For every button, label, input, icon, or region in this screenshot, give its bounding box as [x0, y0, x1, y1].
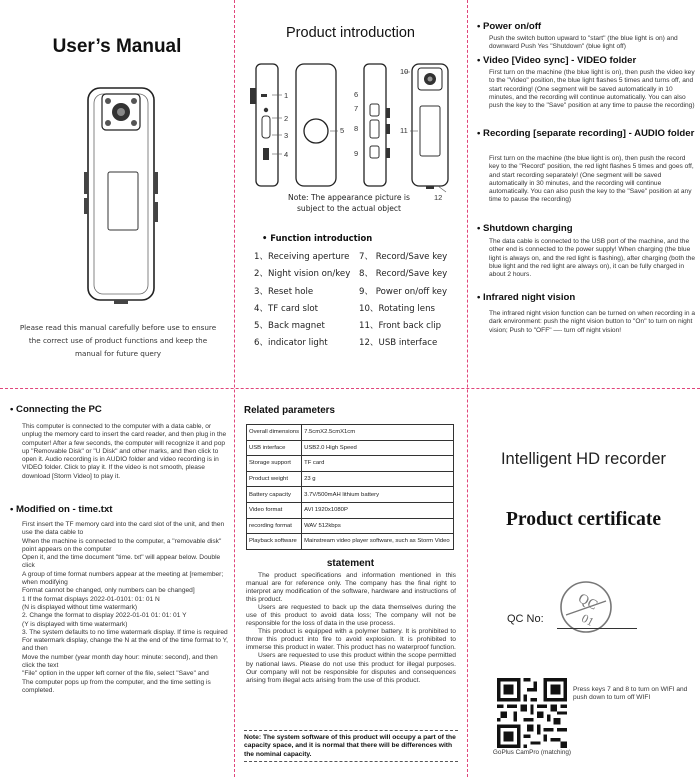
diagram-label-6: 6	[354, 90, 359, 99]
diagram-label-8: 8	[354, 124, 359, 133]
recorder-front-illustration	[70, 80, 170, 310]
modified-line: 3. The system defaults to no time watermark display. If time is required	[22, 628, 228, 636]
related-params-title: Related parameters	[244, 405, 335, 416]
qr-caption: GoPlus CamPro (matching)	[492, 749, 572, 756]
diagram-label-4: 4	[284, 150, 289, 159]
statement-note: Note: The system software of this product will occupy a part of the capacity space, and it is normal that there will be differences with the nominal capacity.	[244, 730, 458, 762]
function-item: 8、 Record/Save key	[359, 269, 448, 280]
section-heading-night-vision: • Infrared night vision	[477, 292, 576, 303]
diagram-label-1: 1	[284, 91, 289, 100]
param-key: Storage support	[247, 456, 302, 472]
section-heading-modified: • Modified on - time.txt	[10, 504, 113, 515]
modified-line: 1 If the format displays 2022-01-0101: 01: 01 N	[22, 595, 160, 603]
param-key: Playback software	[247, 534, 302, 550]
function-item: 5、Back magnet	[254, 321, 325, 332]
function-item: 6、indicator light	[254, 338, 328, 349]
function-item: 1、Receiving aperture	[254, 252, 350, 262]
certificate-title: Product certificate	[505, 509, 662, 530]
section-body-video: First turn on the machine (the blue light is on), then push the video key to the "Video" position, the blue light flashes 5 times and turns off, and start recording! (One segment will be saved automatically in 10 minutes, and the recording will continue automatically. You can also push the key to the "Save" position at any time to pause the recording)	[489, 69, 695, 110]
section-body-modified	[22, 521, 230, 695]
param-key: Video format	[247, 502, 302, 518]
param-value: 3.7V/500mAH lithium battery	[302, 487, 454, 503]
param-value: 23 g	[302, 471, 454, 487]
section-heading-recording: • Recording [separate recording] - AUDIO folder	[477, 128, 695, 139]
table-row	[247, 456, 454, 472]
function-list-left	[254, 250, 350, 354]
heading-text: Connecting the PC	[16, 404, 102, 415]
section-body-night-vision: The infrared night vision function can be turned on when recording in a dark environment: push the night vision button to "On" to turn on night vision; Push to "OFF" —- turn off night vision!	[489, 310, 695, 334]
param-value: WAV 512kbps	[302, 518, 454, 534]
function-intro-title: • Function introduction	[262, 233, 373, 243]
manual-title: User’s Manual	[52, 36, 182, 57]
params-table	[246, 424, 454, 550]
function-list-right	[359, 250, 447, 354]
table-row	[247, 471, 454, 487]
modified-line: (N is displayed without time watermark)	[22, 603, 138, 611]
diagram-label-3: 3	[284, 131, 289, 140]
param-value: TF card	[302, 456, 454, 472]
modified-line: The computer pops up from the computer, and the time setting is completed.	[22, 678, 211, 694]
section-heading-power: • Power on/off	[477, 21, 542, 32]
table-row	[247, 425, 454, 441]
qr-code-icon	[497, 678, 567, 748]
product-intro-panel	[234, 0, 467, 388]
table-row	[247, 440, 454, 456]
heading-text: Recording [separate recording] - AUDIO folder	[483, 128, 695, 139]
wifi-tip: Press keys 7 and 8 to turn on WIFI and push down to turn off WIFI	[573, 686, 688, 702]
manual-note: Please read this manual carefully before use to ensure the correct use of product functions and keep the manual for future query	[19, 323, 217, 358]
modified-line: 2. Change the format to display 2022-01-01 01: 01: 01 Y	[22, 612, 187, 620]
modified-line: First insert the TF memory card into the card slot of the unit, and then use the data cable to	[22, 521, 225, 537]
section-body-power: Push the switch button upward to "start" (the blue light is on) and downward Push Yes "Shutdown" (blue light off)	[489, 35, 678, 51]
modified-line: Open it, and the time document "time. txt" will appear below. Double click	[22, 554, 221, 570]
function-item: 4、TF card slot	[254, 303, 319, 314]
diagram-label-9: 9	[354, 149, 359, 158]
qc-stamp	[558, 579, 614, 635]
heading-text: Power on/off	[483, 21, 542, 32]
function-intro-title-text: Function introduction	[270, 233, 373, 243]
section-body-recording: First turn on the machine (the blue light is on), then push the record key to the "Record" position, the red light flashes 5 times and goes off, and start recording separately! (One segment will be saved automatically in 30 minutes, and the recording will continue automatically. You can also push the key to the "Save" position at any time to pause the recording)	[489, 155, 694, 204]
product-diagram	[242, 58, 462, 193]
section-body-charging: The data cable is connected to the USB port of the machine, and the other end is connected to the power supply! When charging (the blue light is always on, and the red light is flashing), after charging (both the blue light and the red light are always on), it can be fully charged in about 2 hours.	[489, 238, 695, 279]
heading-text: Shutdown charging	[483, 223, 573, 234]
modified-line: "File" option in the upper left corner of the file, select "Save" and	[22, 670, 209, 678]
statement-paragraph: The product specifications and information mentioned in this manual are for reference only. The company has the final right to interpret any modification of the software, hardware and instructions of this product.	[246, 572, 456, 604]
modified-line: For watermark display, change the N at the end of the time format to Y, and then	[22, 637, 228, 653]
statement-title: statement	[326, 558, 375, 569]
function-item: 12、USB interface	[359, 338, 438, 349]
table-row	[247, 487, 454, 503]
function-item: 10、Rotating lens	[359, 303, 435, 314]
function-item: 3、Reset hole	[254, 286, 314, 297]
section-body-pc: This computer is connected to the computer with a data cable, or unplug the memory card to insert the card reader, and then plug in the computer! After a few seconds, the computer will recognize it and pop up "Removable Disk" or "U Disk" and other marks, and then click to open it. Audio recording is in AUDIO folder and video recording is in VIDEO folder. Click to play it. If the video is not smooth, please download [Storm Video] to play it.	[22, 423, 227, 480]
heading-text: Infrared night vision	[483, 292, 576, 303]
modified-line: When the machine is connected to the computer, a "removable disk" point appears on the computer	[22, 537, 222, 553]
param-value: AVI 1920x1080P	[302, 502, 454, 518]
param-key: Overall dimensions	[247, 425, 302, 441]
function-item: 11、Front back clip	[359, 321, 442, 332]
diagram-label-12: 12	[434, 193, 443, 202]
function-item: 2、Night vision on/key	[254, 269, 351, 280]
qc-underline	[557, 628, 637, 629]
param-value: USB2.0 High Speed	[302, 440, 454, 456]
pc-connect-panel	[0, 388, 234, 777]
stamp-text-qc: QC	[575, 591, 600, 614]
stamp-text-number: 01	[579, 610, 597, 629]
product-intro-title: Product introduction	[286, 25, 415, 41]
diagram-label-10: 10	[400, 67, 409, 76]
cover-panel	[0, 0, 234, 388]
table-row	[247, 518, 454, 534]
heading-text: Modified on - time.txt	[16, 504, 113, 515]
param-key: USB interface	[247, 440, 302, 456]
diagram-label-7: 7	[354, 104, 359, 113]
modified-line: Format cannot be changed, only numbers can be changed]	[22, 587, 195, 595]
diagram-note: Note: The appearance picture is subject to the actual object	[288, 193, 410, 213]
statement-paragraph: This product is equipped with a polymer battery. It is prohibited to throw this product into fire to avoid explosion. It is prohibited to immerse this product in water. This product has no waterproof function.	[246, 628, 456, 652]
statement-paragraph: Users are requested to use this product within the scope permitted by national laws. Please do not use this product for illegal purposes. Our company will not be responsible for disputes and consequences arising from illegal acts arising from the use of this product.	[246, 652, 456, 684]
modified-line: (Y is displayed with time watermark)	[22, 620, 128, 628]
qc-label: QC No:	[507, 613, 544, 625]
parameters-panel	[234, 388, 467, 777]
param-key: recording format	[247, 518, 302, 534]
param-key: Battery capacity	[247, 487, 302, 503]
diagram-label-2: 2	[284, 114, 289, 123]
recorder-title: Intelligent HD recorder	[500, 450, 667, 468]
statement-body	[246, 572, 456, 685]
diagram-label-5: 5	[340, 126, 345, 135]
param-value: 7.5cmX2.5cmX1cm	[302, 425, 454, 441]
section-heading-video: • Video [Video sync] - VIDEO folder	[477, 55, 637, 66]
table-row	[247, 502, 454, 518]
section-heading-pc: • Connecting the PC	[10, 404, 102, 415]
modified-line: Move the number (year month day hour: minute: second), and then click the text	[22, 653, 218, 670]
param-value: Mainstream video player software, such as Storm Video	[302, 534, 454, 550]
certificate-panel	[467, 388, 700, 777]
param-key: Product weight	[247, 471, 302, 487]
instructions-panel	[467, 0, 700, 388]
function-item: 9、 Power on/off key	[359, 286, 448, 297]
diagram-label-11: 11	[400, 126, 408, 135]
section-heading-charging: • Shutdown charging	[477, 223, 573, 234]
function-item: 7、 Record/Save key	[359, 252, 448, 262]
heading-text: Video [Video sync] - VIDEO folder	[483, 55, 637, 66]
modified-line: A group of time format numbers appear at the meeting at [remember; when modifying	[22, 570, 224, 587]
table-row	[247, 534, 454, 550]
statement-paragraph: Users are requested to back up the data themselves during the use of this product to avoid data loss; The company will not be responsible for the loss of data in the use process.	[246, 604, 456, 628]
